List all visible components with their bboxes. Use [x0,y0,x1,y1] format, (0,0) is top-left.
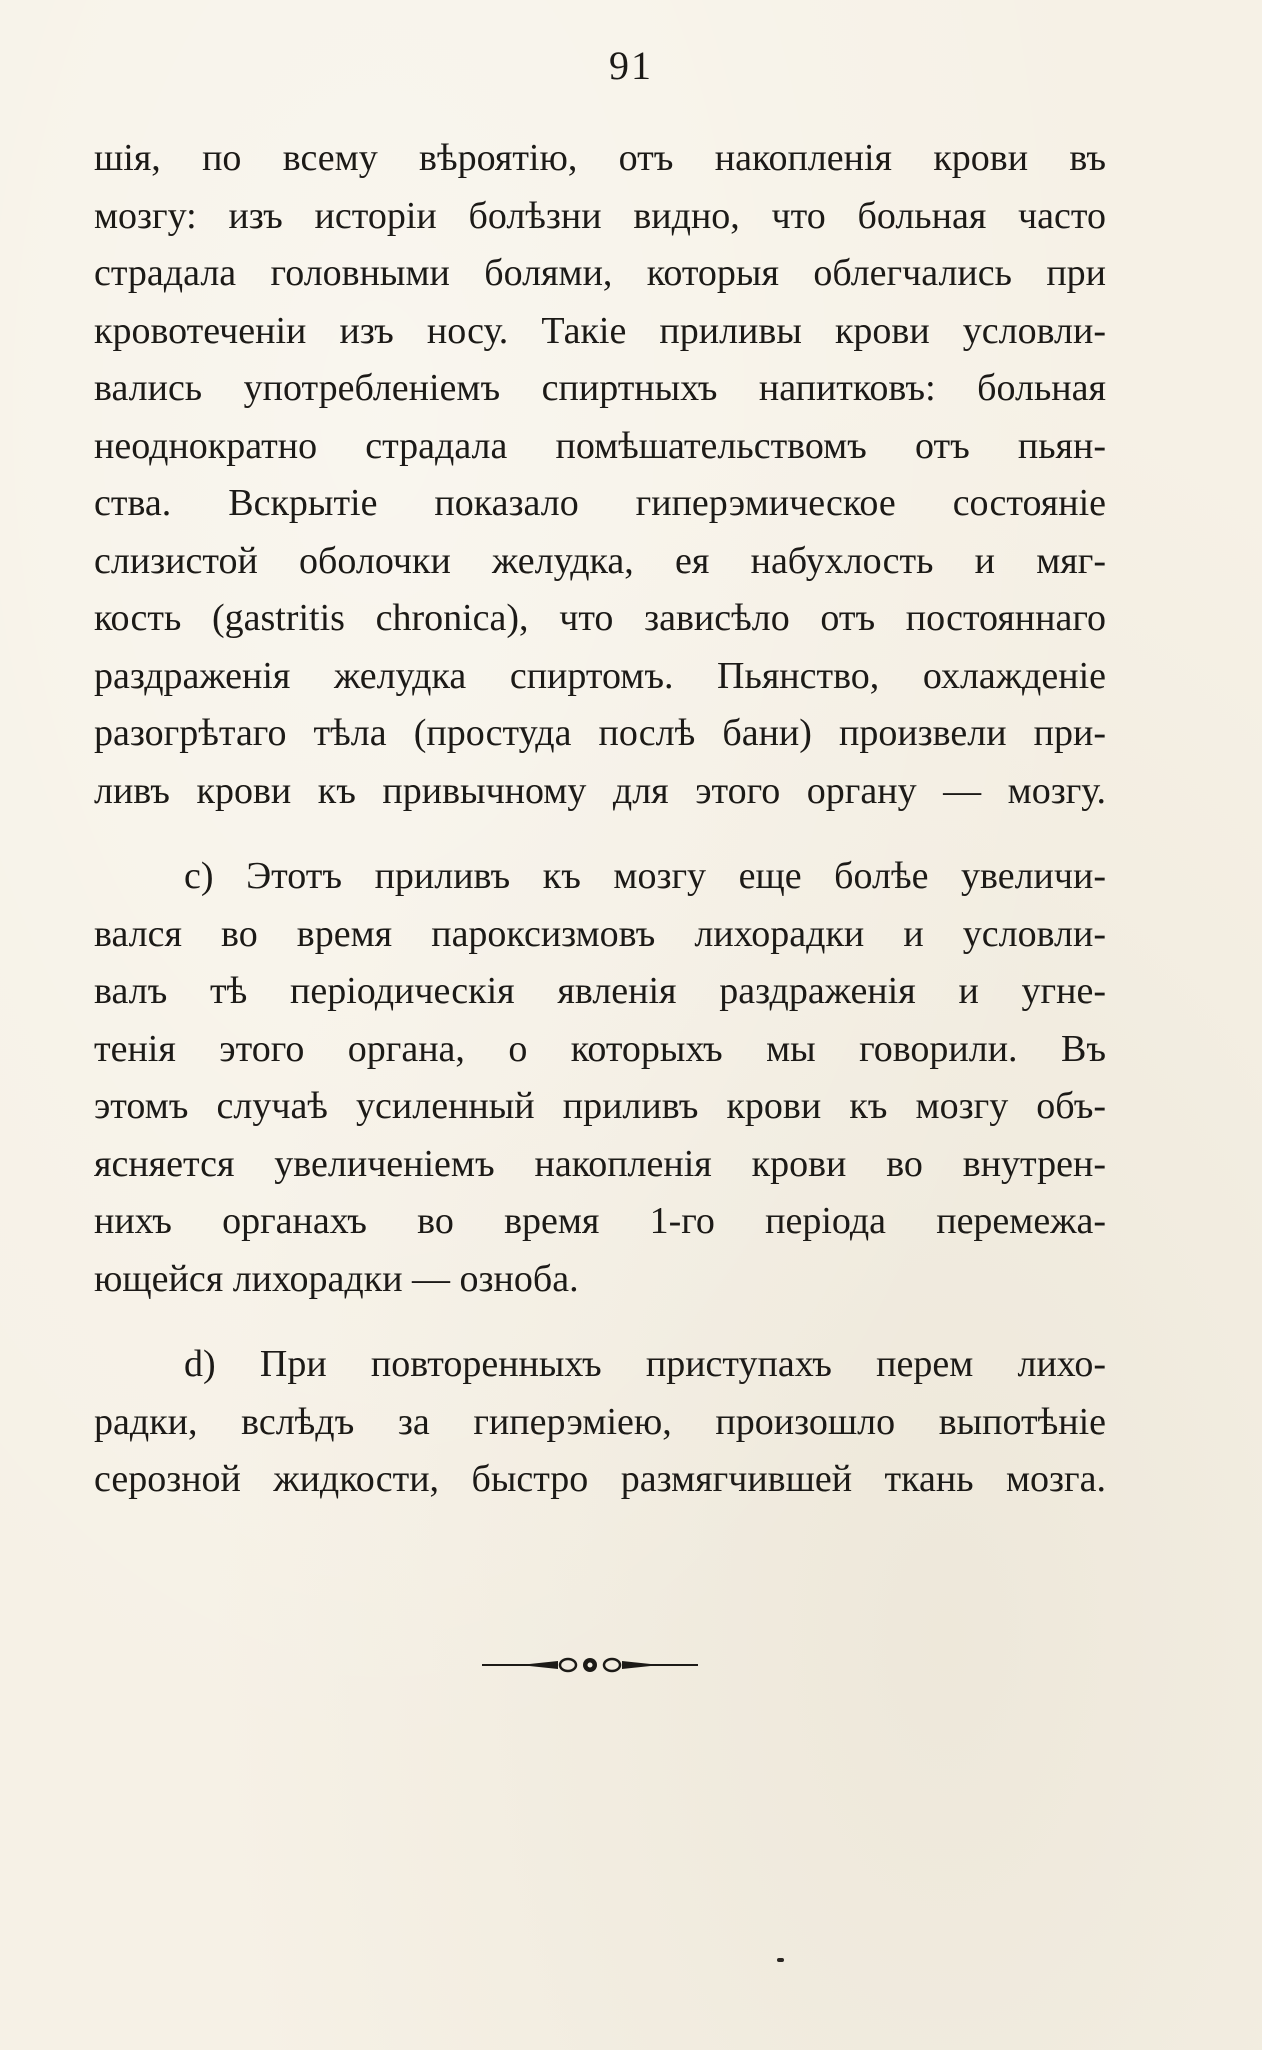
text-line: валъ тѣ періодическія явленія раздраженія и угне- [94,970,1106,1012]
text-line: тенія этого органа, о которыхъ мы говорили. Въ [94,1027,1106,1070]
text-line-content: c) Этотъ приливъ къ мозгу еще болѣе увеличи- [184,855,1106,897]
text-line: нихъ органахъ во время 1-го періода перемежа- [94,1200,1106,1242]
text-line: радки, вслѣдъ за гиперэміею, произошло выпотѣніе [94,1400,1106,1443]
text-line: шія, по всему вѣроятію, отъ накопленія крови въ [94,137,1106,179]
text-line: разогрѣтаго тѣла (простуда послѣ бани) произвели при- [94,712,1106,754]
paragraph-c [94,848,1106,1308]
text-line: ющейся лихорадки — озноба. [94,1257,579,1300]
print-speck [777,1958,784,1962]
page-number: 91 [609,43,653,88]
text-line-content: d) При повторенныхъ приступахъ перем лихо- [184,1343,1106,1385]
paragraph-spacer [94,820,1106,848]
text-line: этомъ случаѣ усиленный приливъ крови къ мозгу объ- [94,1085,1106,1127]
paragraph-1 [94,130,1106,820]
text-line: серозной жидкости, быстро размягчившей ткань мозга. [94,1458,1106,1500]
text-line: вался во время пароксизмовъ лихорадки и условли- [94,912,1106,955]
text-line: ясняется увеличеніемъ накопленія крови во внутрен- [94,1142,1106,1185]
text-line: слизистой оболочки желудка, ея набухлость и мяг- [94,539,1106,582]
text-line: страдала головными болями, которыя облегчались при [94,252,1106,294]
text-line: вались употребленіемъ спиртныхъ напитковъ: больная [94,367,1106,409]
text-line: ливъ крови къ привычному для этого органу — мозгу. [94,769,1106,812]
text-line-first [94,848,1106,906]
ornament-divider-icon [480,1655,700,1675]
text-line: неоднократно страдала помѣшательствомъ отъ пьян- [94,424,1106,467]
body-text [94,130,1106,1509]
text-line: кровотеченіи изъ носу. Такіе приливы крови условли- [94,309,1106,352]
text-line-first [94,1336,1106,1394]
text-line: ства. Вскрытіе показало гиперэмическое состояніе [94,482,1106,524]
paragraph-spacer [94,1308,1106,1336]
paragraph-d [94,1336,1106,1509]
text-line: мозгу: изъ исторіи болѣзни видно, что больная часто [94,194,1106,237]
text-line: кость (gastritis chronica), что зависѣло отъ постояннаго [94,597,1106,639]
text-line: раздраженія желудка спиртомъ. Пьянство, охлажденіе [94,654,1106,697]
